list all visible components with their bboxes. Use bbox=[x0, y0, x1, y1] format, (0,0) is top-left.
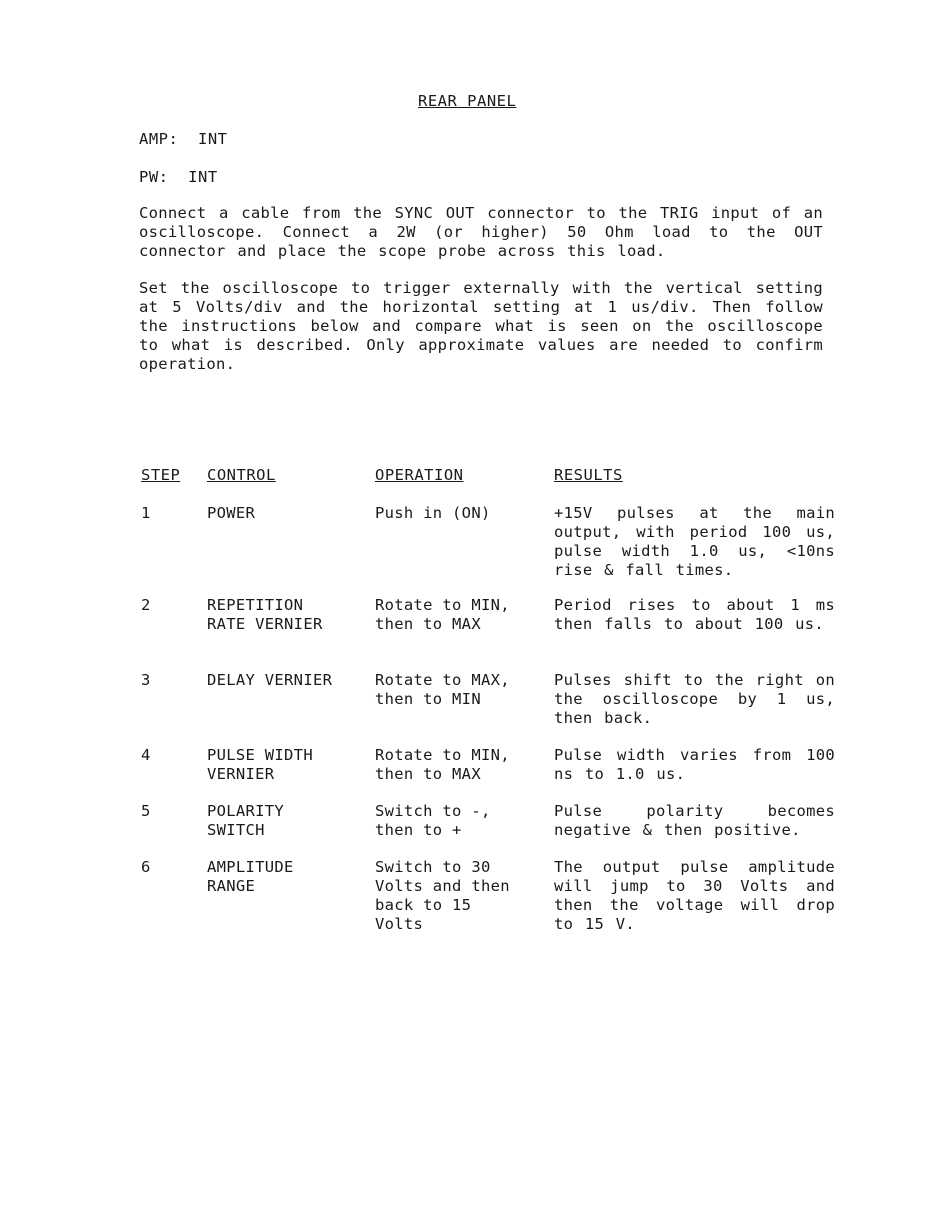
step-number: 5 bbox=[141, 802, 151, 820]
operation-text: Rotate to MIN, then to MAX bbox=[375, 596, 510, 633]
amp-setting bbox=[139, 130, 228, 148]
header-step: STEP bbox=[141, 466, 181, 484]
control-name: POWER bbox=[207, 504, 256, 522]
pw-label: PW: bbox=[139, 168, 169, 186]
step-number: 3 bbox=[141, 671, 151, 689]
amp-value: INT bbox=[198, 130, 228, 148]
operation-text: Switch to -, then to + bbox=[375, 802, 491, 839]
results-text: Period rises to about 1 ms then falls to about 100 us. bbox=[554, 596, 835, 633]
amp-label: AMP: bbox=[139, 130, 179, 148]
results-text: Pulses shift to the right on the oscilloscope by 1 us, then back. bbox=[554, 671, 835, 727]
header-operation: OPERATION bbox=[375, 466, 464, 484]
oscilloscope-paragraph: Set the oscilloscope to trigger externally with the vertical setting at 5 Volts/div and the horizontal setting at 1 us/div. Then follow the instructions below and compare what is seen on the oscilloscope to what is described. Only approximate values are needed to confirm operation. bbox=[139, 279, 823, 373]
operation-text: Rotate to MAX, then to MIN bbox=[375, 671, 510, 708]
step-number: 4 bbox=[141, 746, 151, 764]
control-name: DELAY VERNIER bbox=[207, 671, 333, 689]
control-name: REPETITION RATE VERNIER bbox=[207, 596, 323, 633]
connection-paragraph: Connect a cable from the SYNC OUT connector to the TRIG input of an oscilloscope. Connect a 2W (or higher) 50 Ohm load to the OUT connector and place the scope probe across this load. bbox=[139, 204, 823, 260]
control-name: AMPLITUDE RANGE bbox=[207, 858, 294, 895]
results-text: Pulse width varies from 100 ns to 1.0 us. bbox=[554, 746, 835, 783]
header-control: CONTROL bbox=[207, 466, 276, 484]
page-title: REAR PANEL bbox=[418, 92, 517, 110]
step-number: 6 bbox=[141, 858, 151, 876]
operation-text: Push in (ON) bbox=[375, 504, 491, 522]
pw-value: INT bbox=[188, 168, 218, 186]
operation-text: Rotate to MIN, then to MAX bbox=[375, 746, 510, 783]
results-text: The output pulse amplitude will jump to 30 Volts and then the voltage will drop to 15 V. bbox=[554, 858, 835, 933]
operation-text: Switch to 30 Volts and then back to 15 Volts bbox=[375, 858, 510, 933]
results-text: +15V pulses at the main output, with period 100 us, pulse width 1.0 us, <10ns rise & fall times. bbox=[554, 504, 835, 579]
header-results: RESULTS bbox=[554, 466, 623, 484]
pw-setting bbox=[139, 168, 218, 186]
step-number: 2 bbox=[141, 596, 151, 614]
control-name: POLARITY SWITCH bbox=[207, 802, 285, 839]
step-number: 1 bbox=[141, 504, 151, 522]
results-text: Pulse polarity becomes negative & then positive. bbox=[554, 802, 835, 839]
control-name: PULSE WIDTH VERNIER bbox=[207, 746, 313, 783]
